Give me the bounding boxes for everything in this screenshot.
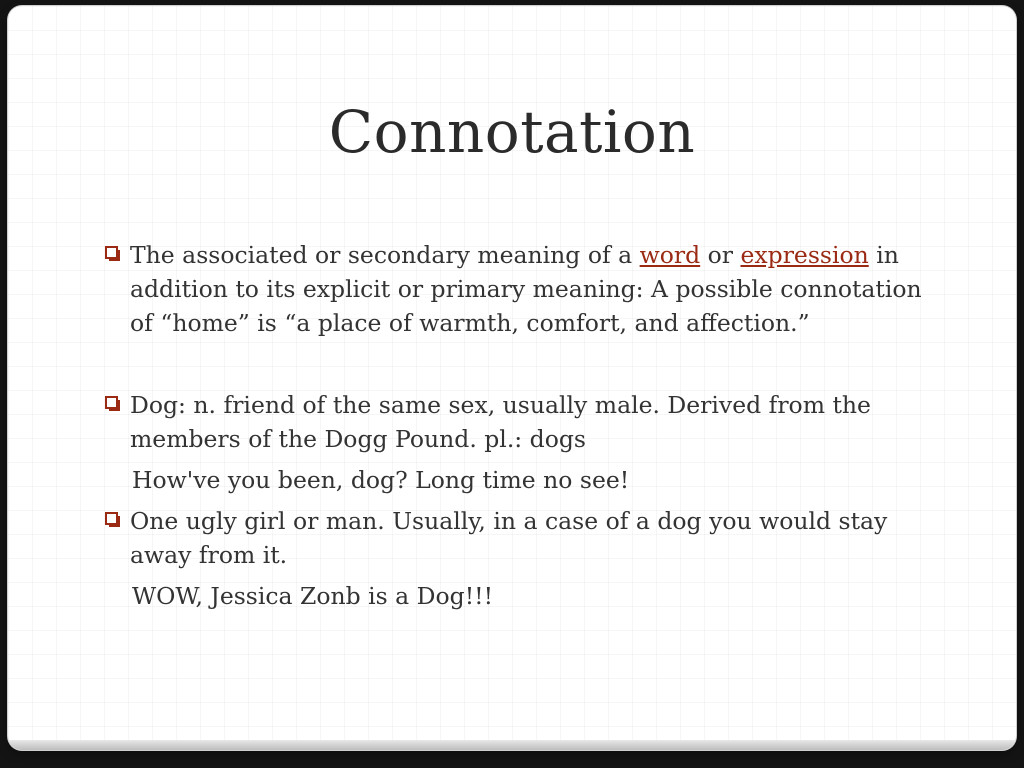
slide-title: Connotation (328, 98, 696, 166)
slide-content (105, 238, 935, 620)
bullet-item-dog-ugly (105, 504, 935, 572)
checkbox-bullet-icon (105, 396, 118, 409)
slide (8, 6, 1016, 750)
word-link[interactable]: word (639, 241, 701, 269)
bullet-text: or (700, 241, 741, 269)
bullet-text: Dog: n. friend of the same sex, usually male. Derived from the members of the Dogg Pound. pl.: dogs (130, 391, 871, 453)
bullet-text: The associated or secondary meaning of a (130, 241, 640, 269)
bullet-item-definition (105, 238, 935, 340)
bullet-text: in addition to its explicit or primary meaning: A possible connotation of “home” is “a place of warmth, comfort, and affection.” (130, 241, 922, 337)
example-line: WOW, Jessica Zonb is a Dog!!! (132, 582, 494, 610)
example-line: How've you been, dog? Long time no see! (132, 466, 630, 494)
bullet-text: One ugly girl or man. Usually, in a case of a dog you would stay away from it. (130, 507, 888, 569)
checkbox-bullet-icon (105, 246, 118, 259)
checkbox-bullet-icon (105, 512, 118, 525)
expression-link[interactable]: expression (740, 241, 869, 269)
bullet-item-dog-friend (105, 388, 935, 456)
slide-bottom-edge (8, 740, 1016, 750)
